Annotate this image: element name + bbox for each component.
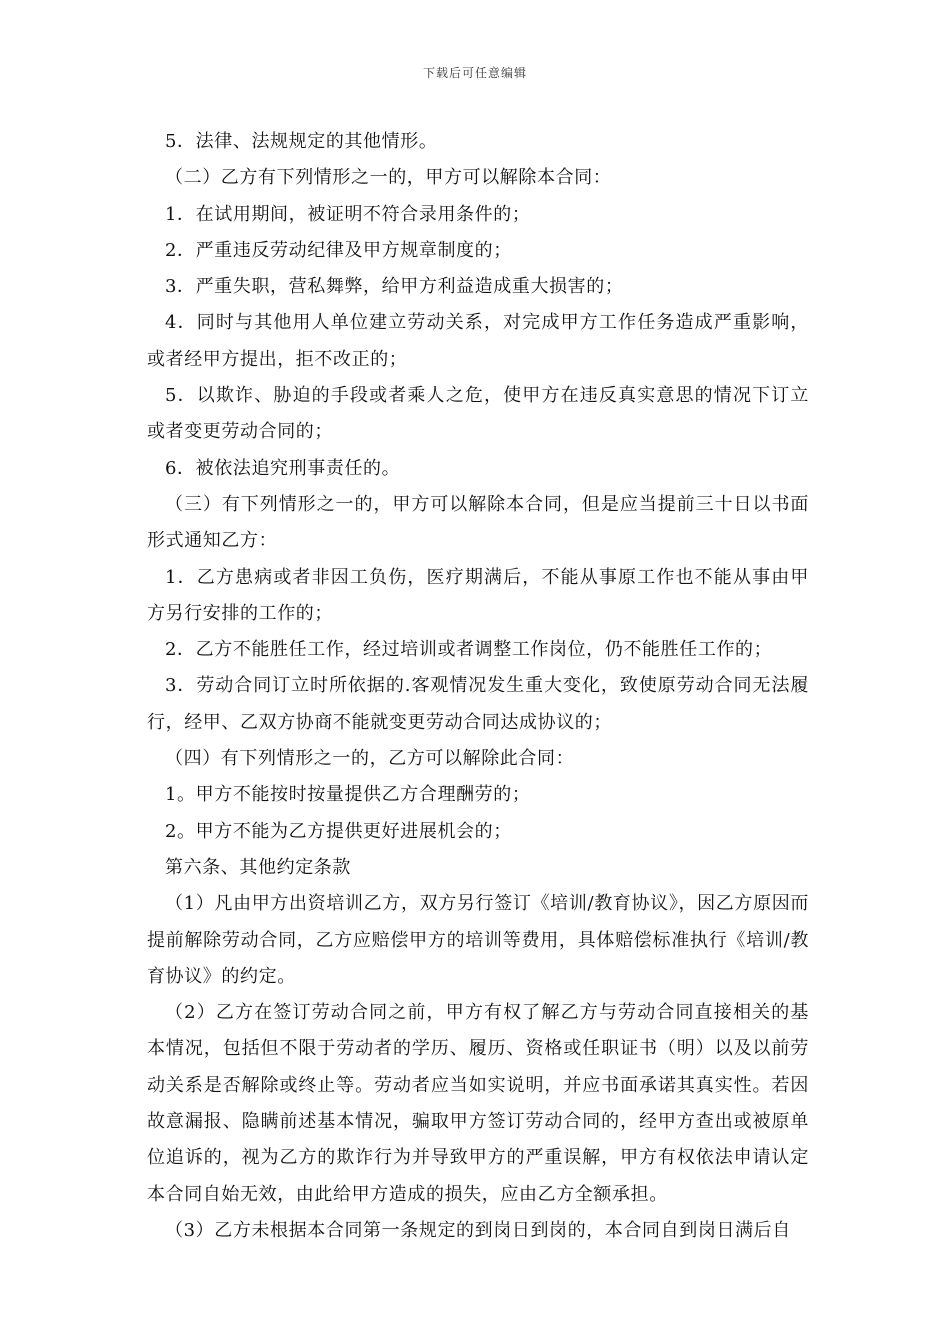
paragraph-3-2: 2．乙方不能胜任工作，经过培训或者调整工作岗位，仍不能胜任工作的； [165, 639, 773, 661]
paragraph-2-2: 2．严重违反劳动纪律及甲方规章制度的； [165, 239, 512, 261]
section-3-heading: （三）有下列情形之一的，甲方可以解除本合同，但是应当提前三十日以书面形式通知乙方： [147, 493, 809, 552]
paragraph-2-5: 5．以欺诈、胁迫的手段或者乘人之危，使甲方在违反真实意思的情况下订立或者变更劳动合同的； [147, 385, 809, 443]
section-4-heading: （四）有下列情形之一的，乙方可以解除此合同： [165, 748, 575, 770]
paragraph-4-1: 1。甲方不能按时按量提供乙方合理酬劳的； [165, 784, 531, 806]
paragraph-2-6: 6．被依法追究刑事责任的。 [165, 457, 401, 479]
clause-6-1: （1）凡由甲方出资培训乙方，双方另行签订《培训/教育协议》，因乙方原因而提前解除劳动合同，乙方应赔偿甲方的培训等费用，具体赔偿标准执行《培训/教育协议》的约定。 [147, 893, 809, 987]
clause-6-2: （2）乙方在签订劳动合同之前，甲方有权了解乙方与劳动合同直接相关的基本情况，包括但不限于劳动者的学历、履历、资格或任职证书（明）以及以前劳动关系是否解除或终止等。劳动者应当如实说明，并应书面承诺其真实性。若因故意漏报、隐瞒前述基本情况，骗取甲方签订劳动合同的，经甲方查出或被原单位追诉的，视为乙方的欺诈行为并导致甲方的严重误解，甲方有权依法申请认定本合同自始无效，由此给甲方造成的损失，应由乙方全额承担。 [147, 1002, 809, 1205]
paragraph-2-3: 3．严重失职，营私舞弊，给甲方利益造成重大损害的； [165, 276, 624, 298]
paragraph-3-1: 1．乙方患病或者非因工负伤，医疗期满后，不能从事原工作也不能从事由甲方另行安排的工作的； [147, 566, 809, 624]
paragraph-item-5: 5．法律、法规规定的其他情形。 [165, 131, 438, 152]
document-body [147, 124, 809, 1249]
section-2-heading: （二）乙方有下列情形之一的，甲方可以解除本合同： [165, 167, 612, 189]
paragraph-2-4: 4．同时与其他用人单位建立劳动关系，对完成甲方工作任务造成严重影响，或者经甲方提出，拒不改正的； [147, 312, 809, 370]
page-header: 下载后可任意编辑 [422, 66, 527, 80]
article-6-heading: 第六条、其他约定条款 [165, 856, 351, 878]
paragraph-2-1: 1．在试用期间，被证明不符合录用条件的； [165, 203, 531, 225]
paragraph-4-2: 2。甲方不能为乙方提供更好进展机会的； [165, 820, 512, 842]
paragraph-3-3: 3．劳动合同订立时所依据的.客观情况发生重大变化，致使原劳动合同无法履行，经甲、乙双方协商不能就变更劳动合同达成协议的； [147, 675, 809, 733]
clause-6-3: （3）乙方未根据本合同第一条规定的到岗日到岗的，本合同自到岗日满后自 [165, 1219, 791, 1241]
